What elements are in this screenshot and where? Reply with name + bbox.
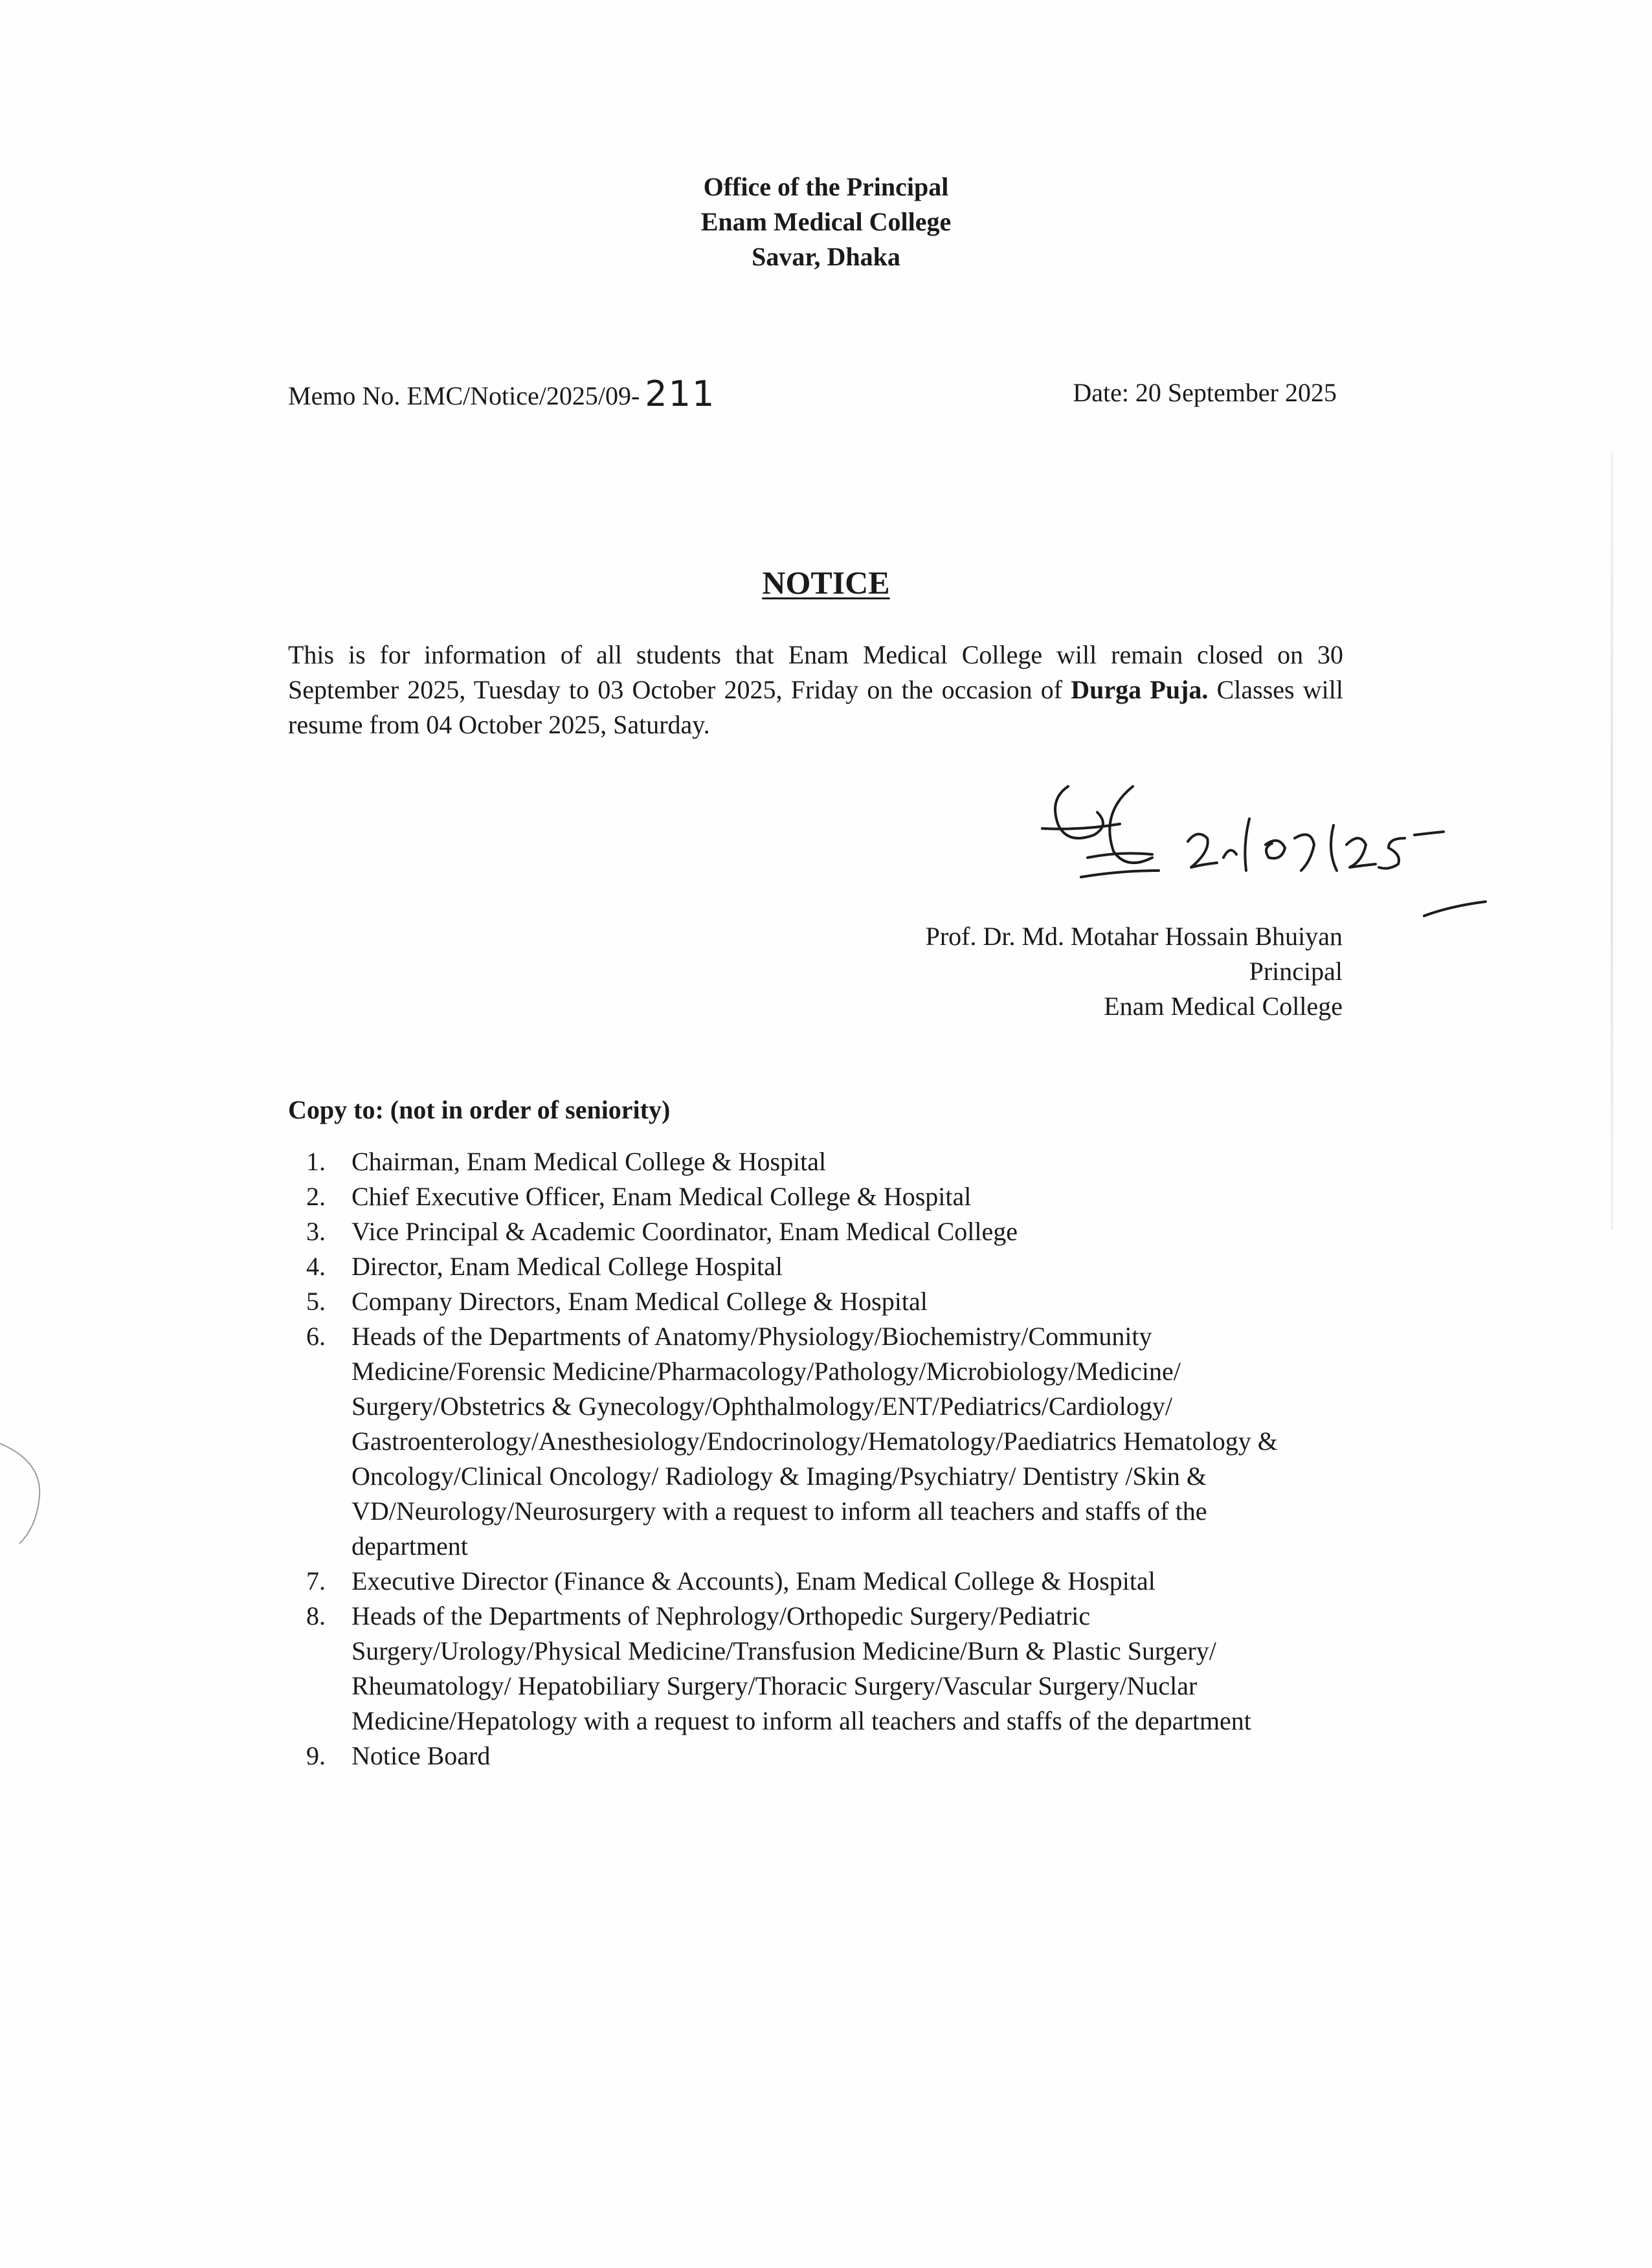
notice-body — [288, 638, 1343, 742]
letterhead-location: Savar, Dhaka — [752, 242, 900, 271]
copy-to-item-number: 3. — [306, 1217, 326, 1246]
memo-label: Memo No. EMC/Notice/2025/09- — [288, 381, 640, 410]
copy-to-item-text: Executive Director (Finance & Accounts), Enam Medical College & Hospital — [352, 1566, 1155, 1595]
copy-to-heading: Copy to: (not in order of seniority) — [288, 1095, 671, 1124]
copy-to-item — [288, 1739, 1311, 1773]
copy-to-item — [288, 1144, 1311, 1179]
copy-to-item — [288, 1284, 1311, 1319]
copy-to-item — [288, 1179, 1311, 1214]
copy-to-item-number: 5. — [306, 1287, 326, 1316]
copy-to-item-number: 4. — [306, 1252, 326, 1281]
copy-to-item-number: 6. — [306, 1322, 326, 1351]
memo-handwritten-number: 211 — [645, 373, 716, 414]
signatory-institution: Enam Medical College — [1104, 992, 1343, 1021]
memo-date: Date: 20 September 2025 — [1073, 378, 1337, 407]
copy-to-item-text: Heads of the Departments of Anatomy/Physiology/Biochemistry/Community Medicine/Forensic Medicine/Pharmacology/Pathology/Microbiology/Medicine/ Surgery/Obstetrics & Gynecology/Ophthalmology/ENT/Pediatrics/Cardiology/ Gastroenterology/Anesthesiology/Endocrinology/Hematology/Paediatrics Hematology & Oncology/Clinical Oncology/ Radiology & Imaging/Psychiatry/ Dentistry /Skin & VD/Neurology/Neurosurgery with a request to inform all teachers and staffs of the department — [352, 1322, 1278, 1561]
copy-to-item-text: Vice Principal & Academic Coordinator, Enam Medical College — [352, 1217, 1018, 1246]
letterhead — [0, 170, 1652, 274]
copy-to-item — [288, 1599, 1311, 1739]
copy-to-item-number: 8. — [306, 1601, 326, 1630]
signatory-name: Prof. Dr. Md. Motahar Hossain Bhuiyan — [925, 922, 1343, 951]
copy-to-item-number: 2. — [306, 1182, 326, 1211]
copy-to-item — [288, 1319, 1311, 1564]
copy-to-item — [288, 1249, 1311, 1284]
signatory-title: Principal — [1249, 957, 1343, 986]
copy-to-item-text: Chief Executive Officer, Enam Medical College & Hospital — [352, 1182, 972, 1211]
copy-to-item-text: Notice Board — [352, 1741, 491, 1770]
letterhead-college: Enam Medical College — [700, 207, 952, 236]
notice-body-part1: This is for information of all students that Enam Medical College will remain closed on 30 September 2025, Tuesday to 03 October 2025, Friday on the occasion of — [288, 640, 1343, 704]
notice-body-part2: Classes will resume from 04 October 2025, Saturday. — [288, 675, 1344, 739]
copy-to-item-number: 9. — [306, 1741, 326, 1770]
notice-title: NOTICE — [762, 564, 890, 601]
copy-to-item-text: Heads of the Departments of Nephrology/Orthopedic Surgery/Pediatric Surgery/Urology/Physical Medicine/Transfusion Medicine/Burn & Plastic Surgery/ Rheumatology/ Hepatobiliary Surgery/Thoracic Surgery/Vascular Surgery/Nuclar Medicine/Hepatology with a request to inform all teachers and staffs of the department — [352, 1601, 1251, 1735]
copy-to-item-number: 1. — [306, 1147, 326, 1176]
scan-artifact-mark — [0, 1424, 52, 1553]
notice-body-occasion: Durga Puja. — [1071, 675, 1209, 704]
signatory-block — [760, 919, 1343, 1024]
copy-to-item-text: Director, Enam Medical College Hospital — [352, 1252, 783, 1281]
copy-to-list — [288, 1144, 1311, 1773]
letterhead-office: Office of the Principal — [703, 172, 949, 201]
copy-to-item-text: Chairman, Enam Medical College & Hospital — [352, 1147, 827, 1176]
copy-to-item-text: Company Directors, Enam Medical College & Hospital — [352, 1287, 928, 1316]
copy-to-item — [288, 1214, 1311, 1249]
copy-to-item — [288, 1564, 1311, 1599]
copy-to-item-number: 7. — [306, 1566, 326, 1595]
memo-number — [288, 375, 715, 414]
